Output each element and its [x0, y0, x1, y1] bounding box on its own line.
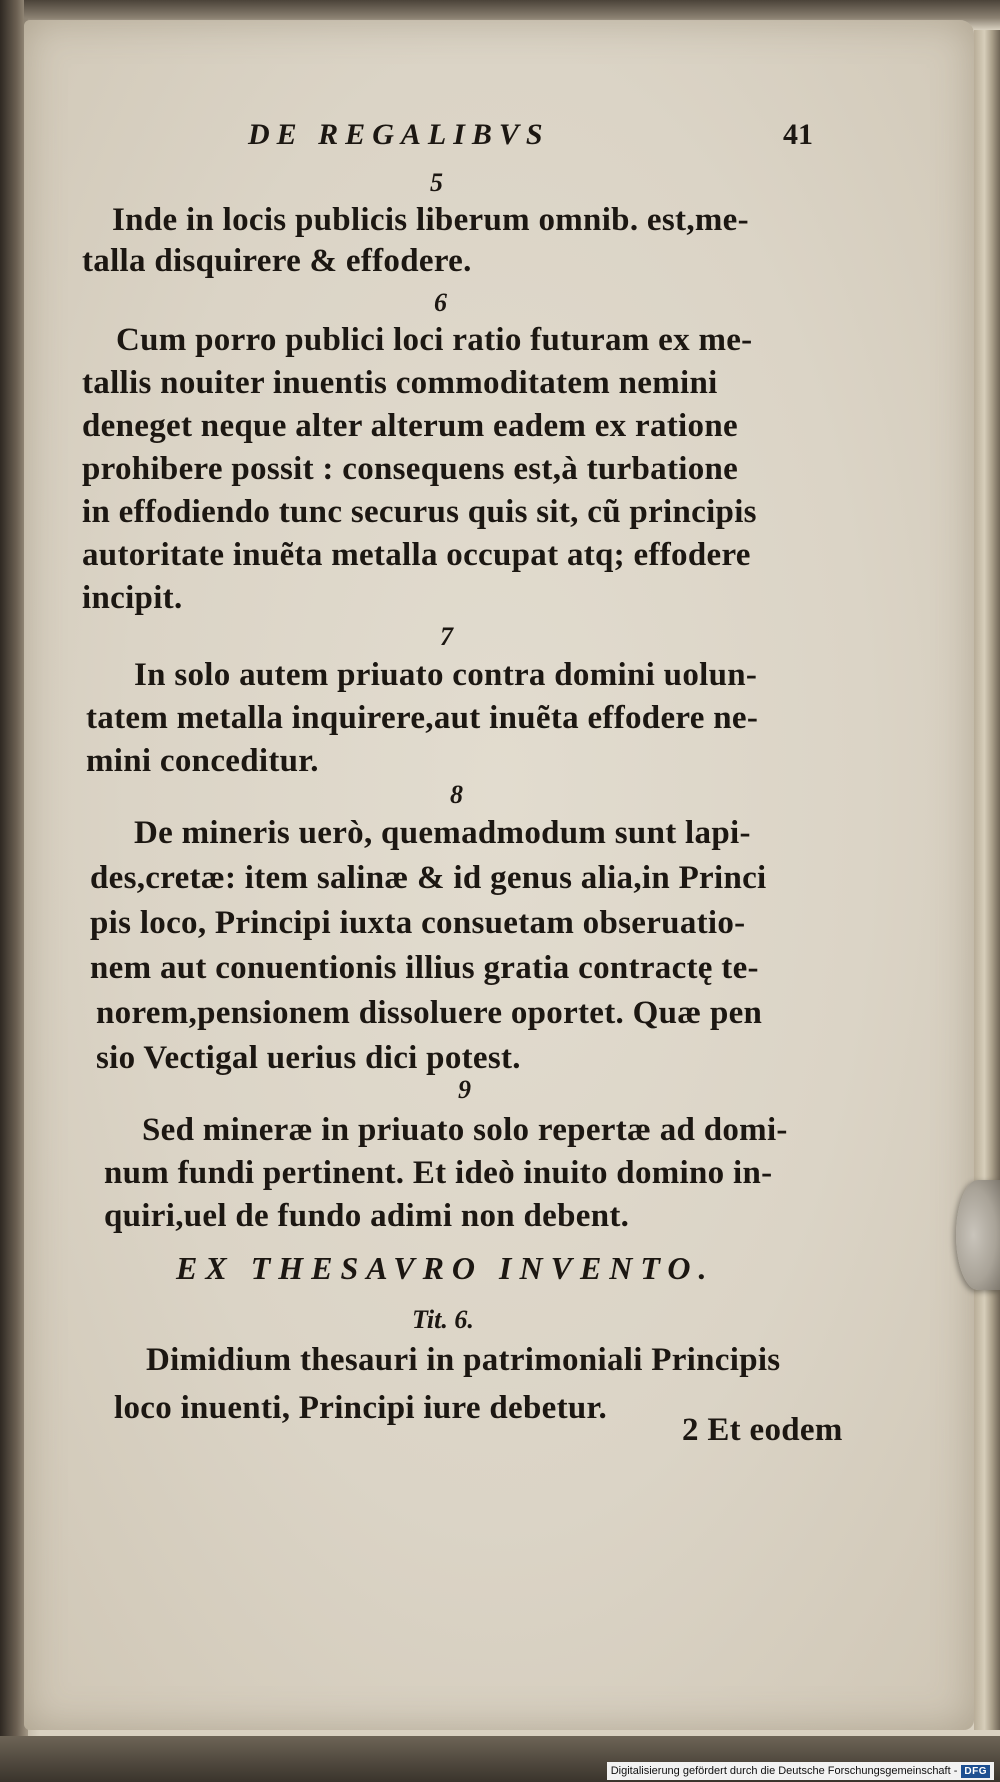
paragraph-number: 6: [434, 288, 447, 317]
text-line: loco inuenti, Principi iure debetur.: [114, 1390, 607, 1426]
credit-text: Digitalisierung gefördert durch die Deutsche Forschungsgemeinschaft -: [610, 1765, 958, 1777]
text-line: sio Vectigal uerius dici potest.: [96, 1040, 521, 1076]
text-line: norem,pensionem dissoluere oportet. Quæ pen: [96, 995, 763, 1031]
paragraph-number: 9: [458, 1075, 471, 1104]
text-line: num fundi pertinent. Et ideò inuito domino in-: [104, 1155, 773, 1191]
paragraph-number: 8: [450, 780, 463, 809]
text-line: mini conceditur.: [86, 743, 319, 779]
folio-number: 41: [783, 118, 813, 151]
text-line: prohibere possit : consequens est,à turbatione: [82, 451, 739, 487]
text-line: Dimidium thesauri in patrimoniali Principis: [146, 1342, 781, 1378]
running-head: DE REGALIBVS: [248, 118, 550, 151]
section-subtitle: Tit. 6.: [412, 1305, 474, 1334]
text-line: talla disquirere & effodere.: [82, 243, 472, 279]
text-line: in effodiendo tunc securus quis sit, cũ principis: [82, 494, 757, 530]
text-line: In solo autem priuato contra domini uolun-: [134, 657, 758, 693]
text-line: pis loco, Principi iuxta consuetam obseruatio-: [90, 905, 746, 941]
paragraph-number: 7: [440, 622, 453, 651]
section-heading: EX THESAVRO INVENTO.: [176, 1250, 715, 1286]
text-line: De mineris uerò, quemadmodum sunt lapi-: [134, 815, 751, 851]
text-line: deneget neque alter alterum eadem ex ratione: [82, 408, 738, 444]
text-line: tallis nouiter inuentis commoditatem nemini: [82, 365, 718, 401]
catchword: 2 Et eodem: [682, 1412, 843, 1448]
text-line: Inde in locis publicis liberum omnib. est,me-: [112, 202, 749, 238]
text-line: tatem metalla inquirere,aut inuẽta effodere ne-: [86, 700, 759, 736]
digitization-credit: [607, 1762, 994, 1780]
text-line: Sed mineræ in priuato solo repertæ ad domi-: [142, 1112, 788, 1148]
text-line: nem aut conuentionis illius gratia contractę te-: [90, 950, 759, 986]
text-line: des,cretæ: item salinæ & id genus alia,in Princi: [90, 860, 767, 896]
text-line: quiri,uel de fundo adimi non debent.: [104, 1198, 630, 1234]
text-line: Cum porro publici loci ratio futuram ex me-: [116, 322, 753, 358]
paragraph-number: 5: [430, 168, 443, 197]
text-line: autoritate inuẽta metalla occupat atq; effodere: [82, 537, 751, 573]
dfg-logo: DFG: [961, 1765, 990, 1778]
text-line: incipit.: [82, 580, 183, 616]
